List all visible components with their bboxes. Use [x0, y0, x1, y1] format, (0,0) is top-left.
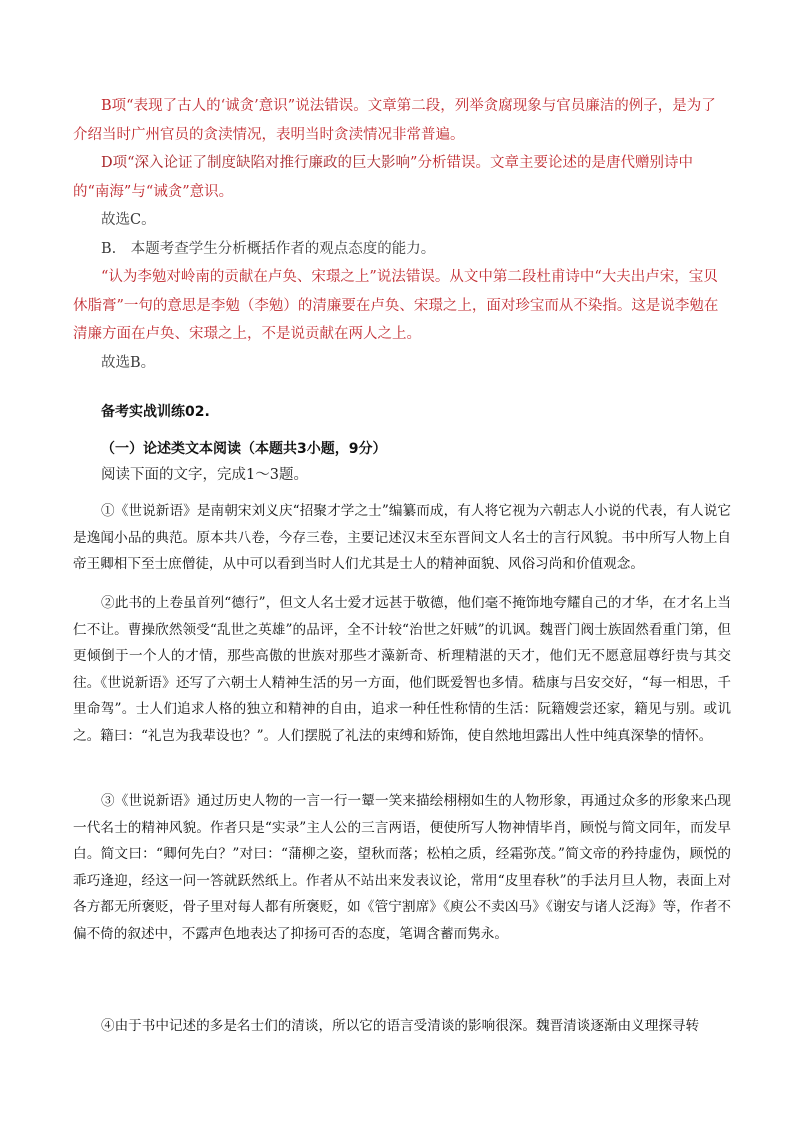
passage-paragraph-3 [73, 788, 731, 947]
passage-paragraph-1 [73, 498, 731, 578]
reading-instruction: 阅读下面的文字，完成1～3题。 [101, 467, 308, 483]
question-3-label: B. 本题考查学生分析概括作者的观点态度的能力。 [101, 240, 436, 257]
answer-explanation [73, 92, 723, 377]
passage-text: ①《世说新语》是南朝宋刘义庆“招聚才学之士”编纂而成，有人将它视为六朝志人小说的代表，有人说它是逸闻小品的典范。原本共八卷，今存三卷，主要记述汉末至东晋间文人名士的言行风貌。书中所写人物上自帝王卿相下至士庶僧徒，从中可以看到当时人们尤其是士人的精神面貌、风俗习尚和价值观念。 [73, 503, 731, 572]
answer-d-quote: 深入论证了制度缺陷对推行廉政的巨大影响 [134, 155, 411, 171]
answer-d-rest: ”分析错误。文章主要论述的是唐代赠别诗中的“南海”与“诫贪”意识。 [73, 155, 693, 200]
answer-choose-b: 故选B。 [101, 354, 156, 371]
passage-text: ③《世说新语》通过历史人物的一言一行一颦一笑来描绘栩栩如生的人物形象，再通过众多的形象来凸现一代名士的精神风貌。作者只是“实录”主人公的三言两语，便使所写人物神情毕肖，顾悦与简文同年，而发早白。简文曰：“卿何先白？”对曰：“蒲柳之姿，望秋而落；松柏之质，经霜弥茂。”简文帝的矜持虚伪，顾悦的乖巧逢迎，经这一问一答就跃然纸上。作者从不站出来发表议论，常用“皮里春秋”的手法月旦人物，表面上对各方都无所褒贬，骨子里对每人都有所褒贬，如《管宁割席》《庾公不卖凶马》《谢安与诸人泛海》等，作者不偏不倚的叙述中，不露声色地表达了抑扬可否的态度，笔调含蓄而隽永。 [73, 793, 731, 942]
passage-paragraph-4 [73, 1013, 731, 1040]
section-title: 备考实战训练02. [101, 404, 210, 420]
passage-text: ②此书的上卷虽首列“德行”，但文人名士爱才远甚于敬德，他们毫不掩饰地夸耀自己的才华，在才名上当仁不让。曹操欣然领受“乱世之英雄”的品评，全不计较“治世之奸贼”的讥讽。魏晋门阀士族固然看重门第，但更倾倒于一个人的才情，那些高傲的世族对那些才藻新奇、析理精湛的天才，他们无不愿意屈尊纡贵与其交往。《世说新语》还写了六朝士人精神生活的另一方面，他们既爱智也多情。嵇康与吕安交好，“每一相思，千里命驾”。士人们追求人格的独立和精神的自由，追求一种任性称情的生活：阮籍嫂尝还家，籍见与别。或讥之。籍曰：“礼岂为我辈设也？”。人们摆脱了礼法的束缚和矫饰，使自然地坦露出人性中纯真深挚的情怀。 [73, 595, 731, 744]
passage-paragraph-2 [73, 590, 731, 749]
answer-choose-c: 故选C。 [101, 212, 156, 228]
question-3-explanation: “认为李勉对岭南的贡献在卢奂、宋璟之上”说法错误。从文中第二段杜甫诗中“大夫出卢宋，宝贝休脂膏”一句的意思是李勉（李勉）的清廉要在卢奂、宋璟之上，面对珍宝而从不染指。这是说李勉在清廉方面在卢奂、宋璟之上，不是说贡献在两人之上。 [73, 269, 719, 342]
answer-b-text: B项“表现了古人的‘诚贪’意识”说法错误。文章第二段，列举贪腐现象与官员廉洁的例子，是为了介绍当时广州官员的贪渎情况，表明当时贪渎情况非常普遍。 [73, 98, 716, 143]
passage-text: ④由于书中记述的多是名士们的清谈，所以它的语言受清谈的影响很深。魏晋清谈逐渐由义理探寻转 [101, 1018, 700, 1034]
answer-d-prefix: D项“ [101, 155, 135, 171]
answer-b-line [73, 92, 723, 149]
section-subtitle: （一）论述类文本阅读（本题共3小题，9分） [101, 441, 387, 457]
answer-d-line [73, 149, 723, 206]
